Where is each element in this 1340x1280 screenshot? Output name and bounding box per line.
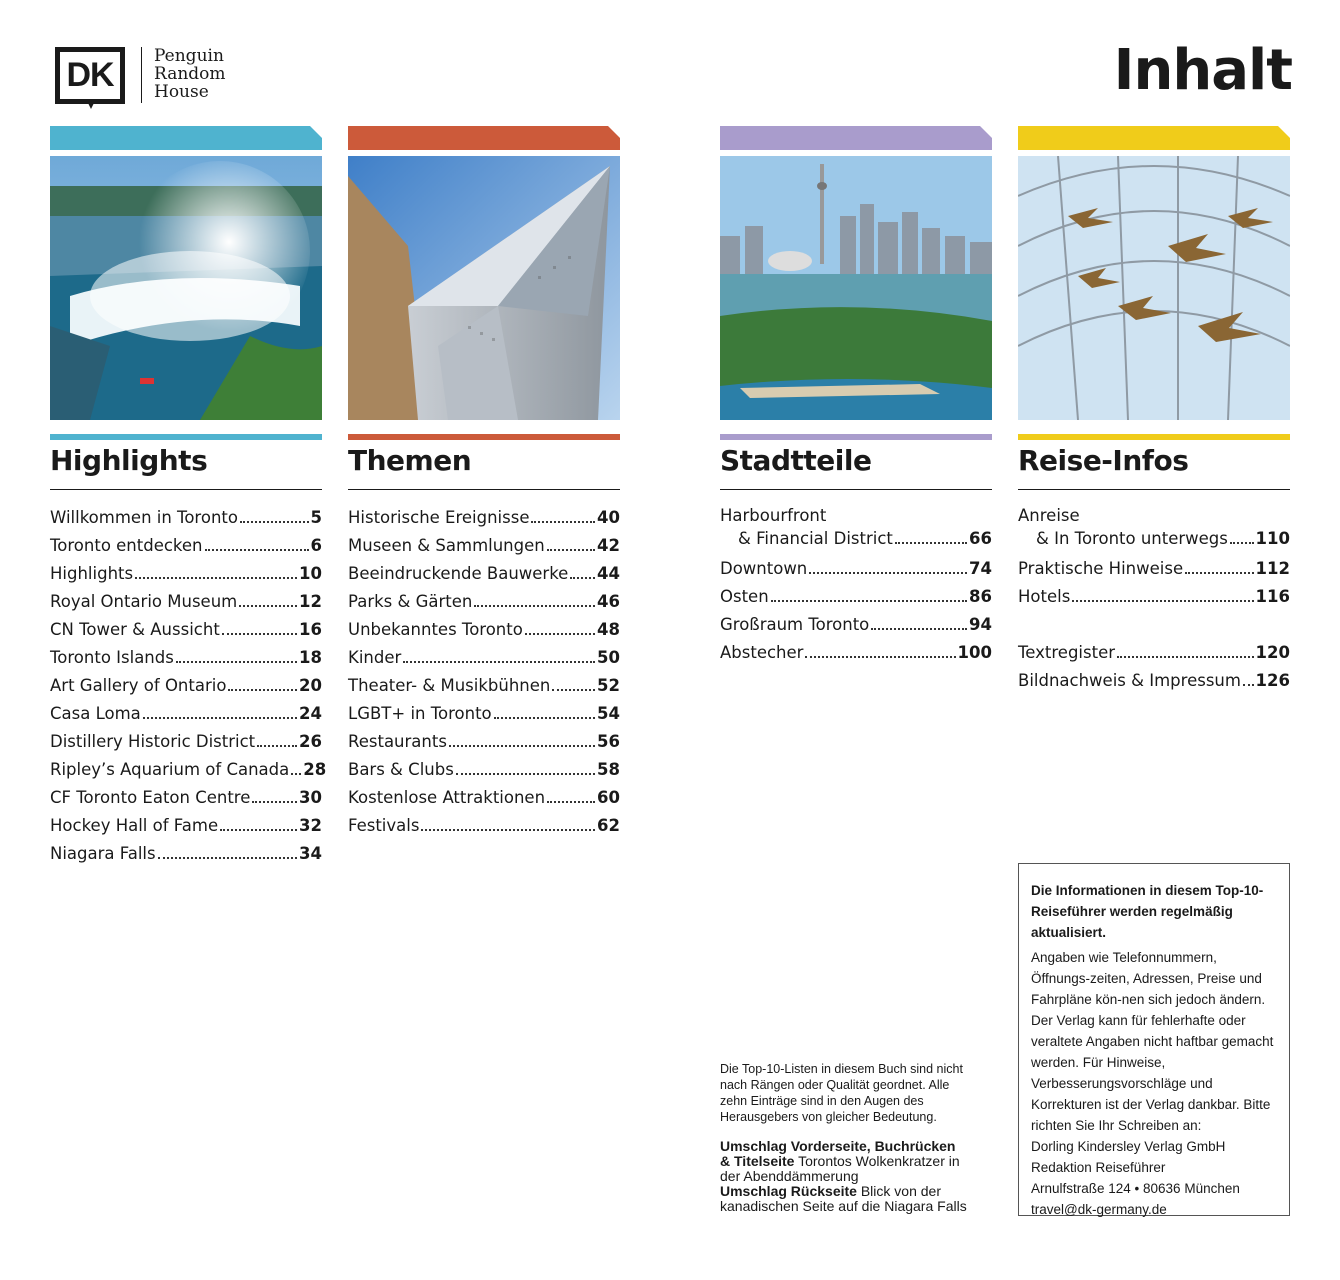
section-bar xyxy=(720,434,992,440)
toc-entry xyxy=(348,812,620,840)
leader-dots xyxy=(474,605,595,607)
leader-dots xyxy=(805,656,955,658)
toc-entry-label: Historische Ereignisse xyxy=(348,508,530,527)
toc-entry xyxy=(1018,555,1290,583)
toc-entry xyxy=(348,644,620,672)
toc-entry-label: Unbekanntes Toronto xyxy=(348,620,523,639)
toc-entry-page: 48 xyxy=(597,620,620,639)
toc-entry xyxy=(50,700,322,728)
publisher-address-line: Dorling Kindersley Verlag GmbH xyxy=(1031,1139,1226,1154)
toc-entry xyxy=(720,583,992,611)
section-bar xyxy=(50,434,322,440)
leader-dots xyxy=(240,521,309,523)
toc-entry-label: Textregister xyxy=(1018,643,1116,662)
section-tab xyxy=(1018,126,1290,150)
toc-entry xyxy=(50,504,322,532)
leader-dots xyxy=(525,633,595,635)
toc-entry xyxy=(50,728,322,756)
leader-dots xyxy=(220,829,297,831)
section-themen xyxy=(348,126,620,840)
toc-entry-label: Art Gallery of Ontario xyxy=(50,676,227,695)
royal-ontario-museum-crystal-photo xyxy=(348,156,620,420)
section-highlights xyxy=(50,126,327,868)
toc-entry-page: 116 xyxy=(1255,587,1290,606)
section-divider xyxy=(348,489,620,490)
publisher-logo xyxy=(55,47,226,104)
leader-dots xyxy=(547,801,595,803)
toc-entry xyxy=(720,504,992,555)
toc-entry-label: CN Tower & Aussicht xyxy=(50,620,220,639)
toc-entry-label: & Financial District xyxy=(738,529,893,548)
section-bar xyxy=(348,434,620,440)
toc-entry-page: 32 xyxy=(299,816,322,835)
toc-entry xyxy=(348,756,620,784)
toc-entry-page: 86 xyxy=(969,587,992,606)
toc-entry-page: 44 xyxy=(597,564,620,583)
toc-entry xyxy=(50,616,322,644)
toc-entry-page: 28 xyxy=(303,760,327,779)
toc-entry xyxy=(50,532,322,560)
toc-entry-page: 60 xyxy=(597,788,620,807)
toc-entry-page: 5 xyxy=(310,508,322,527)
leader-dots xyxy=(252,801,297,803)
toc-entry xyxy=(720,611,992,639)
toc-entry-label: Ripley’s Aquarium of Canada xyxy=(50,760,290,779)
toronto-skyline-photo xyxy=(720,156,992,420)
toc-entry-label: Downtown xyxy=(720,559,808,578)
toc-entry-label: Theater- & Musikbühnen xyxy=(348,676,551,695)
toc-entry-page: 16 xyxy=(299,620,322,639)
leader-dots xyxy=(871,628,967,630)
section-title: Reise-Infos xyxy=(1018,444,1189,477)
toc-entry-page: 54 xyxy=(597,704,620,723)
leader-dots xyxy=(771,600,967,602)
leader-dots xyxy=(456,773,595,775)
toc-entry xyxy=(348,504,620,532)
toc-entry-page: 18 xyxy=(299,648,322,667)
leader-dots xyxy=(205,549,309,551)
toc-entry-label: Toronto Islands xyxy=(50,648,174,667)
toc-entry-label: CF Toronto Eaton Centre xyxy=(50,788,251,807)
toc-entry xyxy=(1018,667,1290,695)
leader-dots xyxy=(1185,572,1253,574)
section-tab xyxy=(50,126,322,150)
lists-note xyxy=(720,1061,970,1214)
leader-dots xyxy=(531,521,595,523)
toc-entry-label: Hockey Hall of Fame xyxy=(50,816,219,835)
toc-entry-label: Restaurants xyxy=(348,732,447,751)
leader-dots xyxy=(449,745,595,747)
toc-entry-label: Festivals xyxy=(348,816,420,835)
eaton-centre-geese-photo xyxy=(1018,156,1290,420)
toc-entry xyxy=(348,700,620,728)
leader-dots xyxy=(228,689,297,691)
leader-dots xyxy=(809,572,967,574)
toc-entry xyxy=(1018,639,1290,667)
leader-dots xyxy=(895,542,967,544)
publisher-email: travel@dk-germany.de xyxy=(1031,1202,1167,1217)
leader-dots xyxy=(1117,656,1254,658)
toc-entry xyxy=(50,812,322,840)
toc-entry-page: 10 xyxy=(299,564,322,583)
info-box-heading: Die Informationen in diesem Top-10-Reiseführer werden regelmäßig aktualisiert. xyxy=(1031,883,1264,940)
leader-dots xyxy=(547,549,595,551)
leader-dots xyxy=(135,577,297,579)
section-divider xyxy=(1018,489,1290,490)
section-stadtteile xyxy=(720,126,992,667)
toc-entry xyxy=(50,784,322,812)
section-title: Stadtteile xyxy=(720,444,872,477)
toc-entry-page: 50 xyxy=(597,648,620,667)
dk-logo-icon: DK xyxy=(55,47,125,104)
toc-entry xyxy=(50,672,322,700)
toc-entry-page: 110 xyxy=(1255,529,1290,548)
section-divider xyxy=(720,489,992,490)
toc-entry xyxy=(50,588,322,616)
toc-entry-page: 40 xyxy=(597,508,620,527)
penguin-random-house-wordmark: Penguin Random House xyxy=(154,46,226,102)
toc-entry-page: 6 xyxy=(310,536,322,555)
toc-entry-label: Osten xyxy=(720,587,769,606)
publisher-address-line: Arnulfstraße 124 • 80636 München xyxy=(1031,1181,1240,1196)
toc-entry-page: 126 xyxy=(1255,671,1290,690)
toc-entry xyxy=(348,588,620,616)
toc-list xyxy=(50,504,327,868)
toc-entry xyxy=(348,532,620,560)
toc-entry xyxy=(348,672,620,700)
update-info-box xyxy=(1018,863,1290,1216)
toc-list xyxy=(1018,504,1290,695)
niagara-falls-photo xyxy=(50,156,322,420)
toc-list xyxy=(348,504,620,840)
leader-dots xyxy=(1072,600,1253,602)
leader-dots xyxy=(158,857,297,859)
toc-entry xyxy=(1018,583,1290,611)
toc-entry-label: Bars & Clubs xyxy=(348,760,454,779)
section-tab xyxy=(720,126,992,150)
toc-entry-label: Praktische Hinweise xyxy=(1018,559,1184,578)
toc-entry-page: 34 xyxy=(299,844,322,863)
section-divider xyxy=(50,489,322,490)
toc-entry-page: 46 xyxy=(597,592,620,611)
toc-entry xyxy=(348,616,620,644)
toc-entry-label: Abstecher xyxy=(720,643,804,662)
toc-entry-page: 120 xyxy=(1255,643,1290,662)
toc-entry-label: Kinder xyxy=(348,648,402,667)
logo-divider xyxy=(141,47,142,103)
publisher-address-line: Redaktion Reiseführer xyxy=(1031,1160,1166,1175)
toc-entry-label: Großraum Toronto xyxy=(720,615,870,634)
toc-entry-label: & In Toronto unterwegs xyxy=(1036,529,1228,548)
leader-dots xyxy=(1230,542,1254,544)
section-bar xyxy=(1018,434,1290,440)
toc-entry xyxy=(348,560,620,588)
toc-entry-label: Niagara Falls xyxy=(50,844,156,863)
toc-entry-label: Anreise xyxy=(1018,506,1080,525)
toc-entry-page: 26 xyxy=(299,732,322,751)
toc-entry-label: LGBT+ in Toronto xyxy=(348,704,492,723)
section-tab xyxy=(348,126,620,150)
leader-dots xyxy=(421,829,595,831)
toc-entry-page: 12 xyxy=(299,592,322,611)
toc-entry-page: 42 xyxy=(597,536,620,555)
toc-entry-label: Harbourfront xyxy=(720,506,827,525)
info-box-body: Angaben wie Telefonnummern, Öffnungs-zeiten, Adressen, Preise und Fahrpläne kön-nen sich jedoch ändern. Der Verlag kann für fehlerhafte oder veraltete Angaben nicht haftbar gemacht werden. Für Hinweise, Verbesserungsvorschläge und Korrekturen ist der Verlag dankbar. Bitte richten Sie Ihr Schreiben an: xyxy=(1031,950,1274,1133)
leader-dots xyxy=(552,689,595,691)
page-title: Inhalt xyxy=(1113,38,1292,103)
toc-entry xyxy=(720,555,992,583)
leader-dots xyxy=(403,661,595,663)
toc-entry-label: Willkommen in Toronto xyxy=(50,508,238,527)
toc-entry-page: 94 xyxy=(969,615,992,634)
leader-dots xyxy=(239,605,297,607)
leader-dots xyxy=(570,577,595,579)
toc-entry-label: Distillery Historic District xyxy=(50,732,256,751)
cover-credits: Umschlag Vorderseite, Buchrücken & Titelseite Torontos Wolkenkratzer in der Abenddämmerung Umschlag Rückseite Blick von der kanadischen Seite auf die Niagara Falls xyxy=(720,1138,967,1214)
toc-entry-page: 66 xyxy=(969,529,992,548)
toc-entry-page: 30 xyxy=(299,788,322,807)
toc-entry-page: 58 xyxy=(597,760,620,779)
toc-entry-label: Toronto entdecken xyxy=(50,536,203,555)
section-reise-infos xyxy=(1018,126,1290,695)
leader-dots xyxy=(291,773,301,775)
toc-entry-label: Parks & Gärten xyxy=(348,592,473,611)
leader-dots xyxy=(494,717,595,719)
leader-dots xyxy=(222,633,297,635)
toc-entry-page: 20 xyxy=(299,676,322,695)
leader-dots xyxy=(176,661,297,663)
toc-entry-label: Museen & Sammlungen xyxy=(348,536,545,555)
toc-entry-label: Casa Loma xyxy=(50,704,141,723)
toc-entry-page: 112 xyxy=(1255,559,1290,578)
toc-entry-label: Hotels xyxy=(1018,587,1071,606)
toc-entry-label: Beeindruckende Bauwerke xyxy=(348,564,569,583)
toc-entry-label: Kostenlose Attraktionen xyxy=(348,788,546,807)
toc-entry-page: 100 xyxy=(957,643,992,662)
toc-entry-page: 74 xyxy=(969,559,992,578)
ranking-note: Die Top-10-Listen in diesem Buch sind nicht nach Rängen oder Qualität geordnet. Alle zehn Einträge sind in den Augen des Herausgebers von gleicher Bedeutung. xyxy=(720,1062,963,1124)
toc-entry-label: Highlights xyxy=(50,564,134,583)
leader-dots xyxy=(1243,684,1254,686)
section-title: Themen xyxy=(348,444,472,477)
toc-entry xyxy=(50,644,322,672)
toc-entry xyxy=(348,784,620,812)
toc-entry-page: 56 xyxy=(597,732,620,751)
section-title: Highlights xyxy=(50,444,208,477)
toc-entry-label: Royal Ontario Museum xyxy=(50,592,238,611)
leader-dots xyxy=(143,717,297,719)
toc-entry xyxy=(50,840,322,868)
toc-entry xyxy=(50,560,322,588)
leader-dots xyxy=(257,745,297,747)
toc-entry-page: 52 xyxy=(597,676,620,695)
toc-entry-page: 62 xyxy=(597,816,620,835)
toc-list xyxy=(720,504,992,667)
toc-entry xyxy=(348,728,620,756)
toc-entry-label: Bildnachweis & Impressum xyxy=(1018,671,1241,690)
toc-entry-page: 24 xyxy=(299,704,322,723)
toc-entry xyxy=(1018,504,1290,555)
toc-entry xyxy=(720,639,992,667)
toc-entry xyxy=(50,756,327,784)
